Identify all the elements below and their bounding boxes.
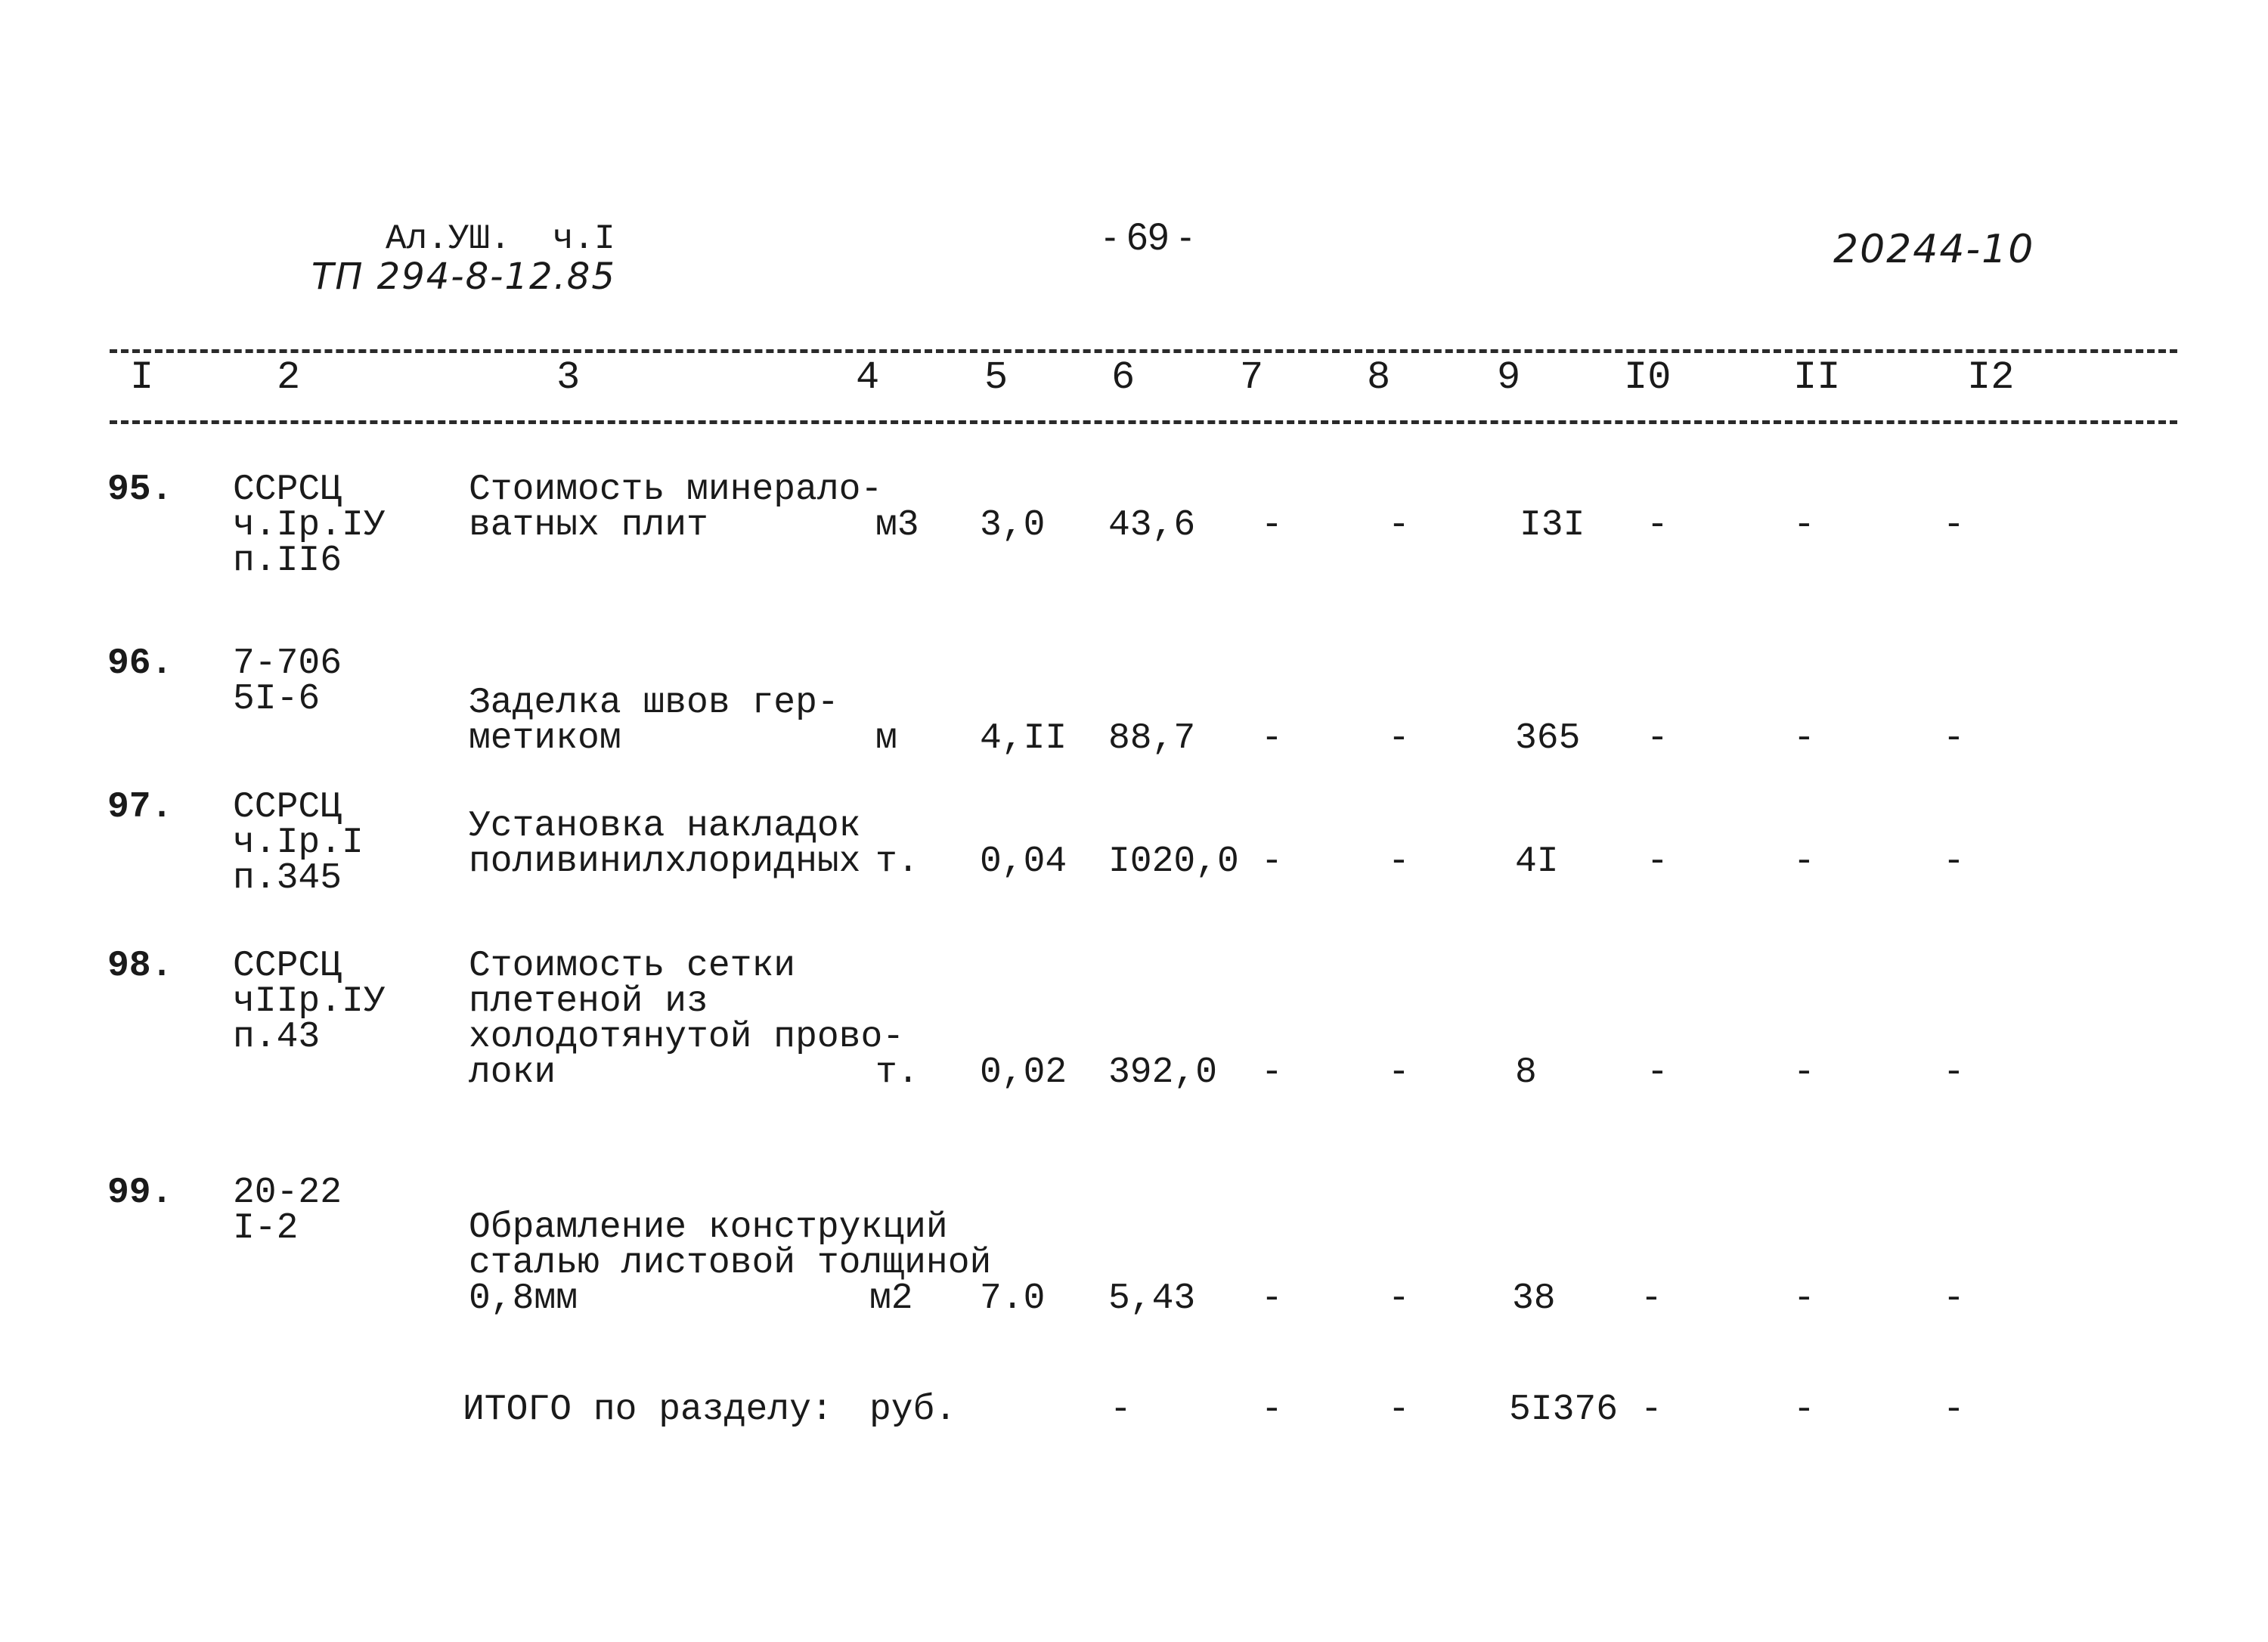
col-header-8: 8 [1367,355,1391,400]
col-header-11: II [1793,355,1841,400]
row-col7: - [1261,841,1283,882]
row-col10: - [1647,505,1668,546]
row-total-cost: I3I [1520,505,1585,546]
total-col8: - [1388,1390,1410,1430]
row-code: 7-706 5I-6 [233,643,342,720]
col-header-4: 4 [856,355,880,400]
row-col12: - [1943,1052,1965,1093]
row-quantity: 0,02 [980,1052,1067,1093]
row-unit: м2 [869,1278,913,1319]
row-col10: - [1641,1278,1662,1319]
row-unit: м [875,718,897,759]
project-code: ТП 294-8-12.85 [311,256,616,298]
total-sum: 5I376 [1509,1390,1619,1430]
row-col12: - [1943,1278,1965,1319]
row-total-cost: 4I [1515,841,1559,882]
total-col11: - [1793,1390,1815,1430]
total-col7: - [1261,1390,1283,1430]
total-col6: - [1110,1390,1132,1430]
row-unit-price: 392,0 [1108,1052,1218,1093]
row-description: Заделка швов гер- метиком [469,683,839,759]
row-description: Обрамление конструкций сталью листовой толщиной 0,8мм [469,1207,992,1319]
total-unit: руб. [869,1390,957,1430]
row-unit: т. [875,841,919,882]
row-col11: - [1793,1278,1815,1319]
row-number: 98. [107,946,173,987]
document-number: 20244-10 [1833,227,2035,272]
row-col11: - [1793,841,1815,882]
row-col7: - [1261,718,1283,759]
row-unit-price: 5,43 [1108,1278,1196,1319]
row-col8: - [1388,1278,1410,1319]
row-col10: - [1647,718,1668,759]
col-header-6: 6 [1111,355,1136,400]
header-rule [110,420,2177,424]
row-col12: - [1943,718,1965,759]
row-col7: - [1261,1052,1283,1093]
row-code: 20-22 I-2 [233,1173,342,1249]
col-header-1: I [130,355,154,400]
page-number: - 69 - [1104,215,1192,258]
row-description: Стоимость сетки плетеной из холодотянутой прово- локи [469,946,905,1093]
row-col12: - [1943,841,1965,882]
row-col11: - [1793,1052,1815,1093]
col-header-2: 2 [277,355,301,400]
row-code: ССРСЦ чIIр.IУ п.43 [233,946,386,1058]
col-header-12: I2 [1967,355,2015,400]
row-number: 95. [107,469,173,510]
row-unit-price: 43,6 [1108,505,1196,546]
row-unit-price: 88,7 [1108,718,1196,759]
row-unit: м3 [875,505,919,546]
row-description: Установка накладок поливинилхлоридных [469,806,861,882]
row-total-cost: 8 [1515,1052,1537,1093]
row-col7: - [1261,505,1283,546]
top-rule [110,349,2177,353]
row-unit-price: I020,0 [1108,841,1239,882]
row-col11: - [1793,718,1815,759]
row-number: 96. [107,643,173,684]
row-col11: - [1793,505,1815,546]
row-total-cost: 365 [1515,718,1581,759]
row-quantity: 0,04 [980,841,1067,882]
row-col12: - [1943,505,1965,546]
row-quantity: 4,II [980,718,1067,759]
total-col12: - [1943,1390,1965,1430]
row-unit: т. [875,1052,919,1093]
row-description: Стоимость минерало- ватных плит [469,469,883,546]
row-quantity: 3,0 [980,505,1046,546]
row-number: 97. [107,787,173,828]
row-quantity: 7.0 [980,1278,1046,1319]
row-code: ССРСЦ ч.Iр.I п.345 [233,787,364,899]
col-header-5: 5 [984,355,1009,400]
row-number: 99. [107,1173,173,1213]
col-header-10: I0 [1624,355,1672,400]
col-header-9: 9 [1497,355,1521,400]
row-col8: - [1388,1052,1410,1093]
row-col10: - [1647,1052,1668,1093]
row-col8: - [1388,718,1410,759]
row-col10: - [1647,841,1668,882]
row-col8: - [1388,505,1410,546]
col-header-3: 3 [556,355,581,400]
total-label: ИТОГО по разделу: [463,1390,833,1430]
total-col10: - [1641,1390,1662,1430]
row-col8: - [1388,841,1410,882]
row-code: ССРСЦ ч.Iр.IУ п.II6 [233,469,386,581]
row-col7: - [1261,1278,1283,1319]
row-total-cost: 38 [1512,1278,1556,1319]
col-header-7: 7 [1240,355,1264,400]
doc-reference: Ал.УШ. ч.I [386,219,615,259]
